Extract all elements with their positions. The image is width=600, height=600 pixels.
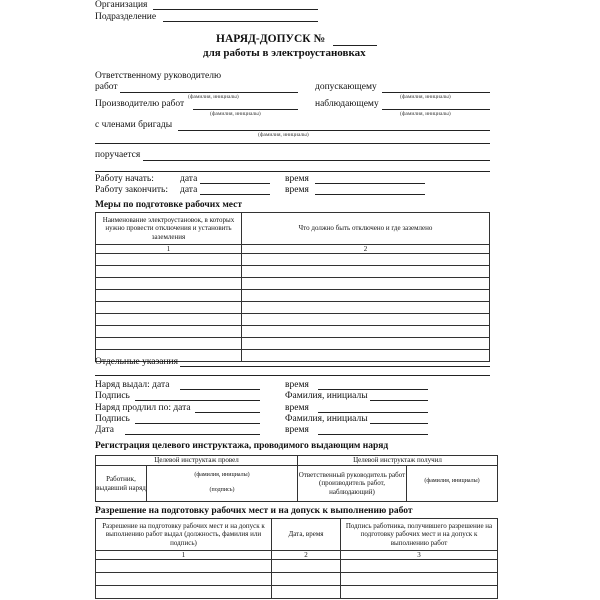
measures-col1-num: 1 [96, 245, 242, 254]
table-cell[interactable] [242, 350, 490, 362]
briefing-issuer-cell[interactable] [147, 466, 298, 502]
signature-field[interactable] [135, 400, 260, 401]
fio-label-2: Фамилия, инициалы [285, 414, 368, 424]
issued-time-label: время [285, 380, 309, 390]
permit-number-field[interactable] [333, 45, 377, 46]
table-cell[interactable] [96, 586, 272, 599]
document-title: НАРЯД-ДОПУСК № [216, 33, 326, 45]
fio-field[interactable] [370, 400, 428, 401]
brigade-field-2[interactable] [95, 143, 490, 144]
organization-label: Организация [95, 0, 148, 10]
measures-col2-num: 2 [242, 245, 490, 254]
fio-label: Фамилия, инициалы [285, 391, 368, 401]
table-cell[interactable] [242, 278, 490, 290]
table-cell[interactable] [242, 338, 490, 350]
start-time-field[interactable] [315, 183, 425, 184]
briefing-issuer-label: Работник, выдавший наряд [96, 466, 147, 502]
extended-time-label: время [285, 403, 309, 413]
permit-col3-header: Подпись работника, получившего разрешение на подготовку рабочих мест и на допуск к выполнению работ [341, 519, 498, 551]
observer-field[interactable] [382, 109, 490, 110]
finish-label: Работу закончить: [95, 185, 169, 195]
finish-date-field[interactable] [200, 194, 270, 195]
observer-label: наблюдающему [315, 99, 379, 109]
department-label: Подразделение [95, 12, 157, 22]
brigade-label: с членами бригады [95, 120, 173, 130]
start-time-label: время [285, 174, 309, 184]
extended-date-field[interactable] [195, 412, 260, 413]
permit-col2-header: Дата, время [272, 519, 341, 551]
start-label: Работу начать: [95, 174, 154, 184]
special-instructions-field[interactable] [180, 366, 490, 367]
hint-fio: (фамилия, инициалы) [210, 111, 261, 117]
table-cell[interactable] [96, 278, 242, 290]
briefing-heading: Регистрация целевого инструктажа, проводимого выдающим наряд [95, 441, 389, 451]
hint-fio: (фамилия, инициалы) [400, 111, 451, 117]
hint-fio: (фамилия, инициалы) [400, 94, 451, 100]
fio-field-2[interactable] [370, 423, 428, 424]
issued-date-label: Наряд выдал: дата [95, 380, 170, 390]
table-cell[interactable] [341, 560, 498, 573]
hint-fio: (фамилия, инициалы) [258, 132, 309, 138]
producer-field[interactable] [193, 109, 298, 110]
responsible-label-2: работ [95, 82, 118, 92]
table-cell[interactable] [96, 338, 242, 350]
table-cell[interactable] [242, 302, 490, 314]
briefing-given-header: Целевой инструктаж провел [96, 456, 298, 466]
table-cell[interactable] [242, 314, 490, 326]
table-cell[interactable] [96, 560, 272, 573]
permit-col1-header: Разрешение на подготовку рабочих мест и на допуск к выполнению работ выдал (должность, фамилия или подпись) [96, 519, 272, 551]
time-label: время [285, 425, 309, 435]
table-cell[interactable] [96, 290, 242, 302]
signature-label-2: Подпись [95, 414, 130, 424]
time-field[interactable] [318, 434, 428, 435]
start-date-field[interactable] [200, 183, 270, 184]
finish-date-label: дата [180, 185, 198, 195]
finish-time-label: время [285, 185, 309, 195]
issued-date-field[interactable] [180, 389, 260, 390]
assigned-label: поручается [95, 150, 141, 160]
briefing-received-header: Целевой инструктаж получил [298, 456, 498, 466]
start-date-label: дата [180, 174, 198, 184]
measures-col2-header: Что должно быть отключено и где заземлено [242, 213, 490, 245]
admitter-label: допускающему [315, 82, 377, 92]
briefing-table [95, 455, 498, 502]
extended-time-field[interactable] [318, 412, 428, 413]
measures-col1-header: Наименование электроустановок, в которых нужно провести отключения и установить заземления [96, 213, 242, 245]
table-cell[interactable] [96, 326, 242, 338]
document-subtitle: для работы в электроустановках [203, 47, 366, 59]
table-cell[interactable] [96, 302, 242, 314]
responsible-field[interactable] [120, 92, 298, 93]
table-cell[interactable] [341, 586, 498, 599]
table-cell[interactable] [341, 573, 498, 586]
date-label: Дата [95, 425, 114, 435]
table-cell[interactable] [272, 573, 341, 586]
date-field[interactable] [125, 434, 260, 435]
table-cell[interactable] [272, 586, 341, 599]
sign-hint: (подпись) [209, 487, 235, 493]
table-cell[interactable] [96, 254, 242, 266]
table-cell[interactable] [96, 573, 272, 586]
permit-col1-num: 1 [96, 551, 272, 560]
issued-time-field[interactable] [318, 389, 428, 390]
producer-label: Производителю работ [95, 99, 185, 109]
briefing-resp-cell[interactable] [407, 466, 498, 502]
signature-field-2[interactable] [135, 423, 260, 424]
signature-label: Подпись [95, 391, 130, 401]
brigade-field[interactable] [178, 130, 490, 131]
assigned-field-2[interactable] [95, 171, 490, 172]
measures-heading: Меры по подготовке рабочих мест [95, 200, 243, 210]
table-cell[interactable] [96, 266, 242, 278]
permit-col2-num: 2 [272, 551, 341, 560]
permit-heading: Разрешение на подготовку рабочих мест и на допуск к выполнению работ [95, 506, 413, 516]
assigned-field[interactable] [143, 160, 490, 161]
table-cell[interactable] [242, 290, 490, 302]
fio-hint: (фамилия, инициалы) [424, 478, 480, 484]
special-instructions-label: Отдельные указания [95, 357, 179, 367]
briefing-resp-label: Ответственный руководитель работ (производитель работ, наблюдающий) [298, 466, 407, 502]
table-cell[interactable] [242, 254, 490, 266]
admitter-field[interactable] [382, 92, 490, 93]
department-field[interactable] [163, 21, 318, 22]
permit-col3-num: 3 [341, 551, 498, 560]
finish-time-field[interactable] [315, 194, 425, 195]
table-cell[interactable] [242, 326, 490, 338]
responsible-label: Ответственному руководителю [95, 71, 222, 81]
table-cell[interactable] [272, 560, 341, 573]
permit-table [95, 518, 498, 599]
fio-hint: (фамилия, инициалы) [194, 472, 250, 478]
special-instructions-field-2[interactable] [95, 375, 490, 376]
extended-date-label: Наряд продлил по: дата [95, 403, 191, 413]
table-cell[interactable] [96, 314, 242, 326]
organization-field[interactable] [153, 9, 318, 10]
table-cell[interactable] [242, 266, 490, 278]
measures-table [95, 212, 490, 362]
hint-fio: (фамилия, инициалы) [188, 94, 239, 100]
